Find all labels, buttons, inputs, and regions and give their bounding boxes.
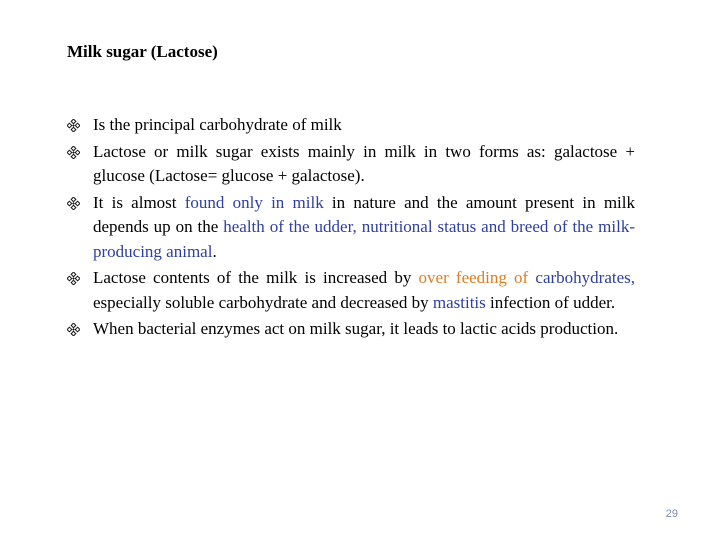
bullet-text: especially soluble carbohydrate and decreased by [93,292,433,312]
diamond-quad-bullet-icon [67,272,80,285]
bullet-text: When bacterial enzymes act on milk sugar, it leads to lactic acids production. [93,319,619,338]
bullet-text: Is the principal carbohydrate of milk [93,115,342,134]
page-number: 29 [665,508,678,520]
highlighted-text: mastitis [432,292,486,312]
diamond-quad-bullet-icon [67,323,80,336]
bullet-item [67,113,635,138]
bullet-text: infection of udder. [485,292,616,312]
bullet-item [67,266,635,315]
bullet-text: It is almost [93,192,185,212]
bullet-item [67,140,635,189]
highlighted-text: health of the udder, nutritional status and breed of the milk-producing animal [93,217,635,261]
diamond-quad-bullet-icon [67,197,80,210]
highlighted-text: carbohydrates, [535,268,636,287]
diamond-quad-bullet-icon [67,119,80,132]
slide-title: Milk sugar (Lactose) [67,42,218,61]
bullet-list [67,113,635,342]
bullet-item [67,317,635,342]
highlighted-text: over feeding of [418,268,529,287]
diamond-quad-bullet-icon [67,146,80,159]
highlighted-text: found only in milk [184,192,324,212]
bullet-item [67,191,635,265]
bullet-text: Lactose or milk sugar exists mainly in milk in two forms as: galactose + glucose (Lactose= glucose + galactose). [93,141,635,185]
bullet-text: . [212,241,217,261]
bullet-text: Lactose contents of the milk is increased by [93,268,419,287]
bullet-text: in nature and the amount present in milk depends up on the [93,192,635,236]
